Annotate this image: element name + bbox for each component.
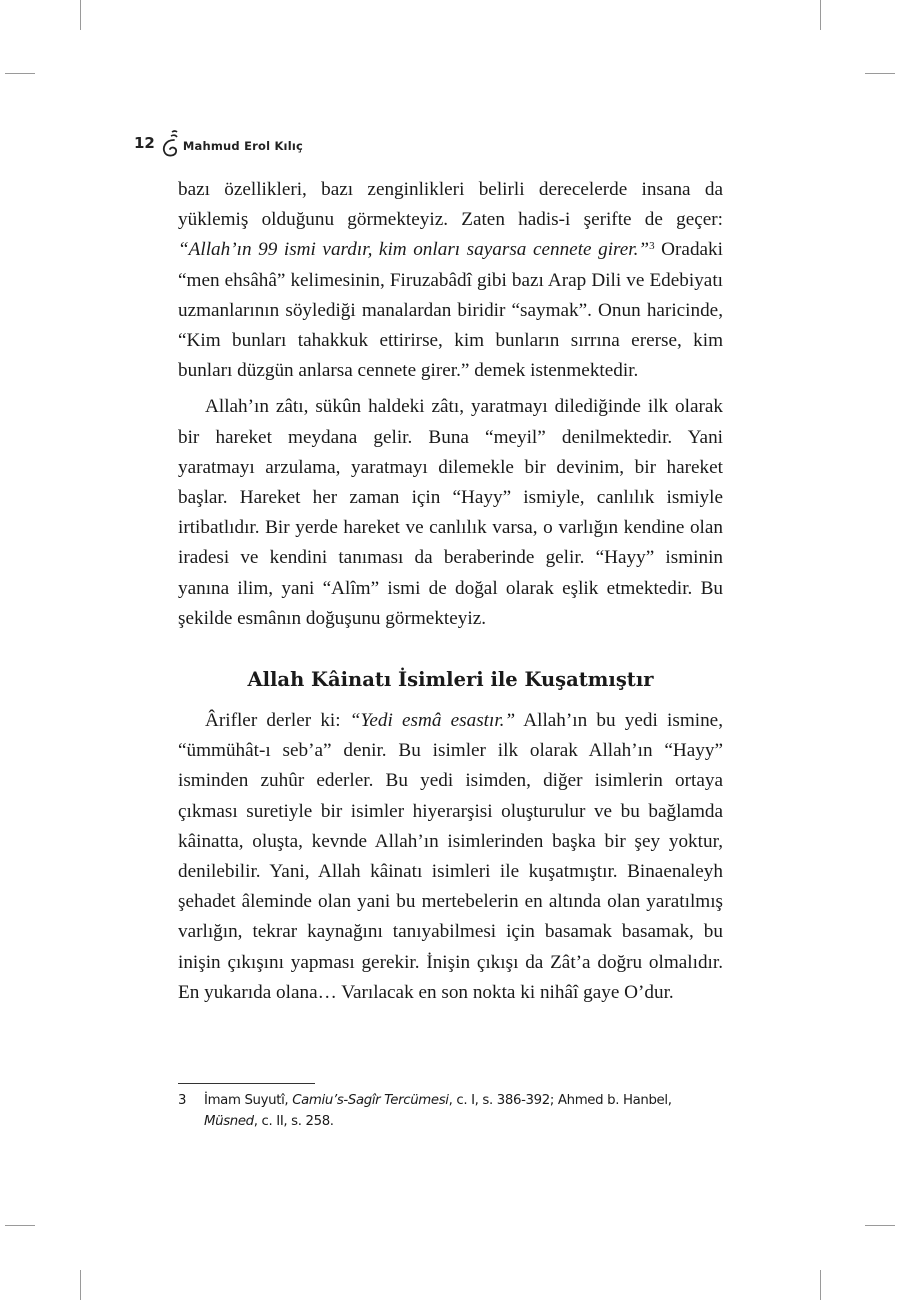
book-title: Camiu’s-Sagîr Tercümesi [292,1093,449,1108]
crop-mark [80,0,81,30]
text-run: bazı özellikleri, bazı zenginlikleri belirli derecelerde insana da yüklemiş olduğunu görmekteyiz. Zaten hadis-i şerifte de geçer: [178,179,723,231]
crop-mark [865,73,895,74]
arabic-calligraphy-icon [159,128,181,158]
crop-mark [5,73,35,74]
footnote-text [204,1090,723,1132]
crop-mark [820,0,821,30]
footnote [178,1090,723,1132]
section-heading: Allah Kâinatı İsimleri ile Kuşatmıştır [247,668,654,692]
hadith-quote: “Allah’ın 99 ismi vardır, kim onları sayarsa cennete girer.” [178,239,650,261]
page-number: 12 [134,134,155,152]
crop-mark [820,1270,821,1300]
text-run: İmam Suyutî, [204,1093,293,1108]
crop-mark [80,1270,81,1300]
text-run: , c. I, s. 386-392; Ahmed b. Hanbel, [448,1093,672,1108]
paragraph-3 [178,706,723,1008]
text-run: Allah’ın bu yedi ismine, “ümmühât-ı seb’a” denir. Bu isimler ilk olarak Allah’ın “Hayy” isminden zuhûr ederler. Bu yedi isimden, diğer isimlerin ortaya çıkması suretiyle bir isimler hiyerarşisi oluşturulur ve bu bağlamda kâinatta, oluşta, kevnde Allah’ın isimlerinden başka bir şey yoktur, denilebilir. Yani, Allah kâinatı isimleri ile kuşatmıştır. Binaenaleyh şehadet âleminde olan yani bu mertebelerin en altında olan yaratılmış varlığın, tekrar kaynağını tanıyabilmesi için basamak basamak, bu inişin çıkışını yapması gerekir. İnişin çıkışı da Zât’a doğru olmalıdır. En yukarıda olana… Varılacak en son nokta ki nihâî gaye O’dur. [178,710,723,1003]
text-run: , c. II, s. 258. [253,1114,334,1129]
author-name: Mahmud Erol Kılıç [182,139,303,153]
footnote-number: 3 [178,1093,187,1108]
crop-mark [865,1225,895,1226]
running-header [134,128,303,158]
text-run: Oradaki “men ehsâhâ” kelimesinin, Firuzabâdî gibi bazı Arap Dili ve Edebiyatı uzmanlarının söylediği manalardan biridir “saymak”. Onun haricinde, “Kim bunları tahakkuk ettirirse, kim bunların sırrına ererse, kim bunları düzgün anlarsa cennete girer.” demek istenmektedir. [178,239,723,382]
footnote-reference: 3 [649,240,655,253]
book-title: Müsned [204,1114,254,1129]
quote: “Yedi esmâ esastır.” [349,710,516,732]
paragraph-2: Allah’ın zâtı, sükûn haldeki zâtı, yaratmayı dilediğinde ilk olarak bir hareket meydana gelir. Buna “meyil” denilmektedir. Yani yaratmayı arzulama, yaratmayı dilemekle bir devinim, bir hareket başlar. Hareket her zaman için “Hayy” ismiyle, canlılık ismiyle irtibatlıdır. Bir yerde hareket ve canlılık varsa, o varlığın kendine olan iradesi ve kendini tanıması da beraberinde gelir. “Hayy” isminin yanına ilim, yani “Alîm” ismi de doğal olarak eşlik etmektedir. Bu şekilde esmânın doğuşunu görmekteyiz. [178,396,723,629]
paragraph-1 [178,175,723,386]
body-text [178,175,723,1008]
crop-mark [5,1225,35,1226]
text-run: Ârifler derler ki: [205,710,350,732]
footnote-divider [178,1083,315,1084]
